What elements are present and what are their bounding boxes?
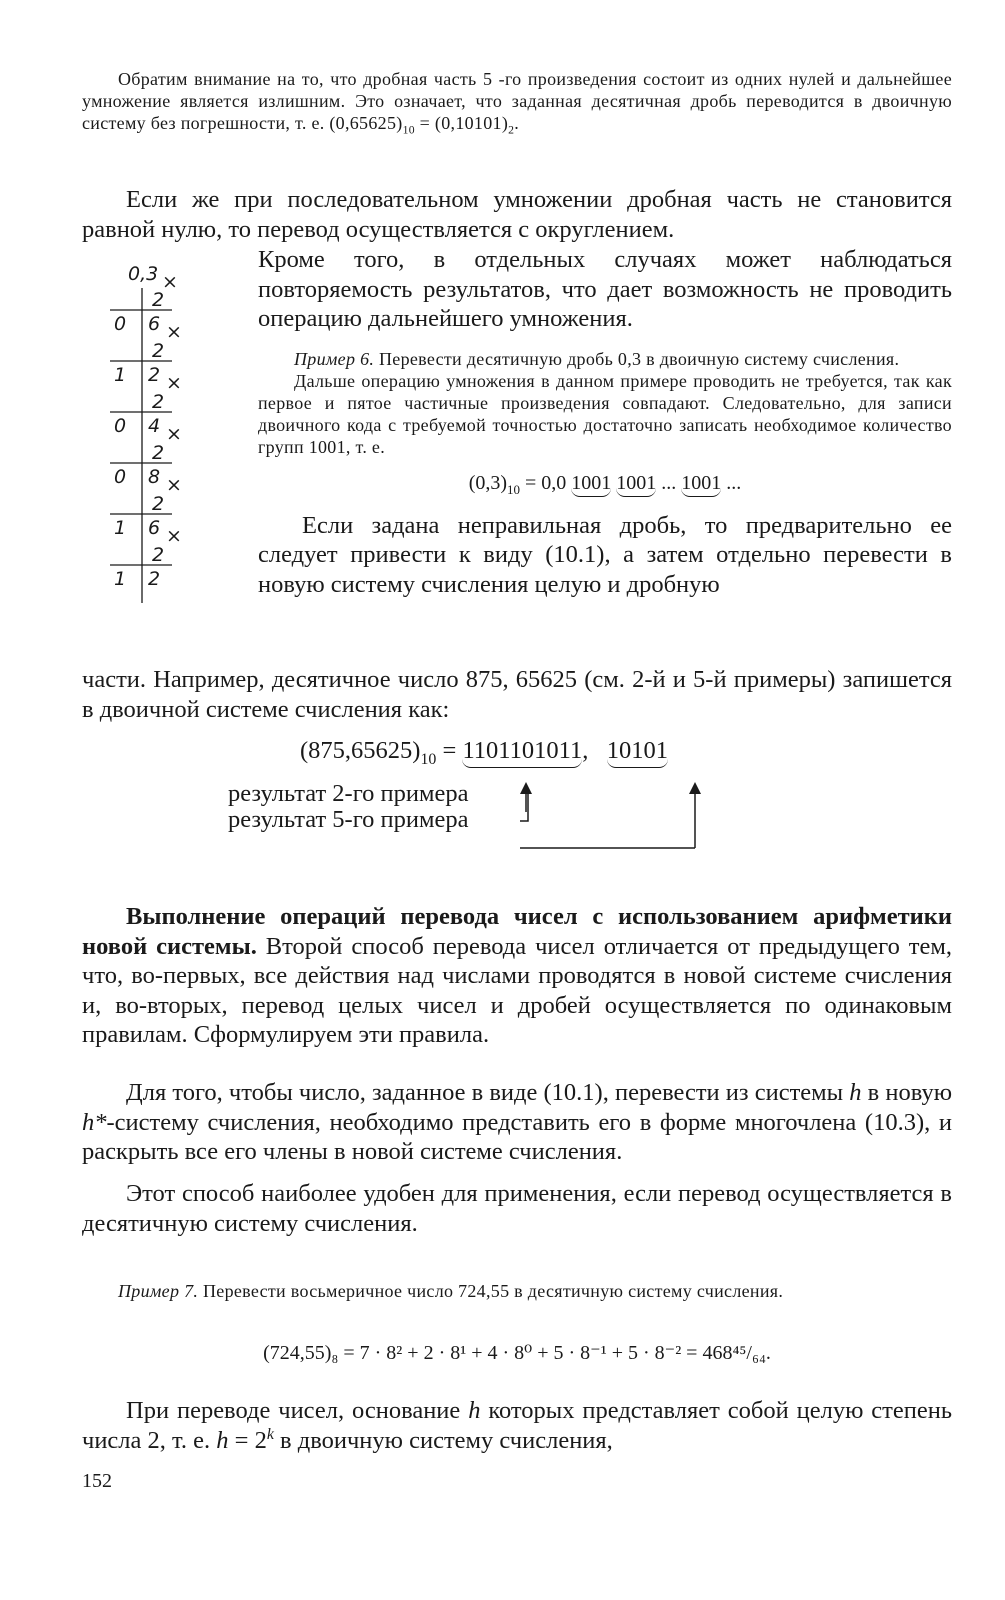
calc-integer-digit: 1	[114, 517, 127, 539]
formula-7: (724,55)₈ = 7 · 8² + 2 · 8¹ + 4 · 8⁰ + 5 · 8⁻¹ + 5 · 8⁻² = 468⁴⁵/₆₄.	[263, 1342, 771, 1364]
calc-mult-sign: ×	[166, 423, 182, 445]
repeating-sequence-formula: $(0,3)_{10} = 0,0$ 1001 1001 ... 1001 ...	[468, 471, 742, 497]
calc-first-number: 0,3	[128, 263, 159, 285]
example-7-label: Пример 7.	[118, 1281, 199, 1301]
calc-integer-digit: 0	[114, 415, 127, 437]
section-heading: Выполнение операций перевода чисел с использованием арифметики новой системы.	[82, 903, 952, 960]
calc-multiplier: 2	[152, 340, 165, 362]
example-6	[258, 348, 952, 370]
calc-multiplier: 2	[152, 289, 165, 311]
section-paragraph	[82, 902, 952, 1050]
group-1001: 1001	[616, 472, 656, 497]
calc-multiplier: 2	[152, 544, 165, 566]
convenient-paragraph: Этот способ наиболее удобен для применения, если перевод осуществляется в десятичную систему счисления.	[82, 1180, 952, 1237]
calc-integer-digit: 1	[114, 568, 127, 590]
calc-fraction-digit: 2	[148, 568, 161, 590]
repeat-paragraph: Кроме того, в отдельных случаях может наблюдаться повторяемость результатов, что дает возможность не проводить операцию дальнейшего умножения.	[258, 246, 952, 332]
calc-fraction-digit: 6	[148, 313, 161, 335]
calc-fraction-digit: 4	[148, 415, 161, 437]
improper-fraction-paragraph-start: Если задана неправильная дробь, то предварительно ее следует привести к виду (10.1), а затем отдельно перевести в новую систему счисления целую и дробную	[258, 511, 952, 598]
result-2-label: результат 2-го примера	[228, 780, 469, 807]
example-7	[82, 1280, 952, 1302]
calc-multiplier: 2	[152, 493, 165, 515]
calc-mult-sign: ×	[166, 321, 182, 343]
example-7-text: Перевести восьмеричное число 724,55 в десятичную систему счисления.	[198, 1281, 784, 1301]
calc-mult-sign: ×	[166, 525, 182, 547]
calc-fraction-digit: 2	[148, 364, 161, 386]
calc-integer-digit: 1	[114, 364, 127, 386]
group-1001: 1001	[681, 472, 721, 497]
group-1001: 1001	[571, 472, 611, 497]
right-column	[258, 245, 952, 599]
rounding-paragraph: Если же при последовательном умножении дробная часть не становится равной нулю, то перевод осуществляется с округлением.	[82, 186, 952, 243]
calc-mult-sign: ×	[162, 271, 178, 293]
calc-integer-digit: 0	[114, 313, 127, 335]
calc-multiplier: 2	[152, 442, 165, 464]
calc-multiplier: 2	[152, 391, 165, 413]
calc-fraction-digit: 6	[148, 517, 161, 539]
integer-part: 1101101011	[462, 736, 582, 768]
result-5-label: результат 5-го примера	[228, 806, 469, 833]
formula-875: $(875,65625)_{10} = 1101101011$, 10101	[300, 737, 668, 768]
example-6-note: Дальше операцию умножения в данном примере проводить не требуется, так как первое и пятое частичные произведения совпадают. Следовательно, для записи двоичного кода с требуемой точностью достаточно записать необходимое количество групп 1001, т. е.	[258, 370, 952, 457]
intro-formula: $(0,65625)_{10} = (0,10101)_2$.	[329, 113, 520, 137]
calc-fraction-digit: 8	[148, 466, 161, 488]
section-text: Второй способ перевода чисел отличается от предыдущего тем, что, во-первых, все действия над числами проводятся в новой системе счисления и, во-вторых, перевод целых чисел и дробей осуществляется по одинаковым правилам. Сформулируем эти правила.	[82, 932, 953, 1048]
intro-paragraph	[82, 68, 952, 137]
last-paragraph: При переводе чисел, основание h которых представляет собой целую степень числа 2, т. е. $h = 2^k$ в двоичную систему счисления,	[82, 1397, 953, 1454]
calc-mult-sign: ×	[166, 474, 182, 496]
page-number: 152	[82, 1470, 112, 1492]
improper-fraction-paragraph-end: части. Например, десятичное число 875, 65625 (см. 2-й и 5-й примеры) запишется в двоичной системе счисления как:	[82, 666, 952, 723]
multiplication-column	[110, 258, 230, 618]
fraction-part: 10101	[607, 736, 668, 768]
rules-paragraph: Для того, чтобы число, заданное в виде (10.1), перевести из системы h в новую h*-систему счисления, необходимо представить его в форме многочлена (10.3), и раскрыть все его члены в новой системе счисления.	[82, 1079, 952, 1165]
multiplication-column-svg	[110, 258, 230, 618]
example-6-label: Пример 6.	[294, 348, 375, 369]
calc-integer-digit: 0	[114, 466, 127, 488]
calc-mult-sign: ×	[166, 372, 182, 394]
intro-text: Обратим внимание на то, что дробная часть 5 -го произведения состоит из одних нулей и дальнейшее умножение является излишним. Это означает, что заданная десятичная дробь переводится в двоичную систему без погрешности, т. е.	[82, 69, 952, 133]
example-6-text: Перевести десятичную дробь 0,3 в двоичную систему счисления.	[374, 348, 900, 369]
formula-875-block	[82, 736, 952, 856]
